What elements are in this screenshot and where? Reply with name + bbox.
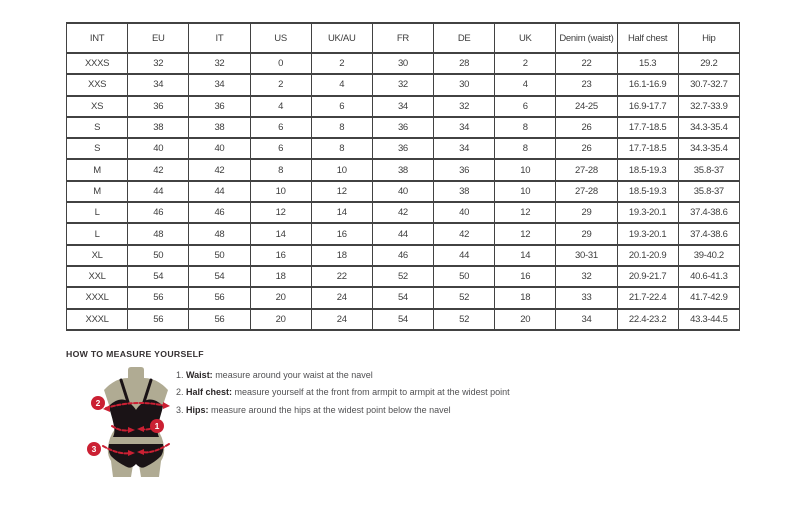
table-cell: 41.7-42.9 [678,287,739,308]
table-cell: 34 [189,74,250,95]
table-cell: XXXL [67,287,128,308]
table-cell: 32.7-33.9 [678,96,739,117]
table-cell: 56 [128,309,189,330]
column-header-half-chest: Half chest [617,23,678,53]
table-cell: 4 [311,74,372,95]
measure-instruction [176,404,510,421]
table-cell: 6 [250,117,311,138]
table-cell: 38 [434,181,495,202]
table-cell: 27-28 [556,159,617,180]
table-cell: 16 [311,223,372,244]
table-cell: 16 [250,245,311,266]
table-cell: 16 [495,266,556,287]
table-cell: 34.3-35.4 [678,117,739,138]
table-cell: L [67,202,128,223]
table-cell: 12 [495,202,556,223]
table-cell: 8 [311,138,372,159]
table-cell: 54 [372,287,433,308]
column-header-fr: FR [372,23,433,53]
table-cell: 48 [189,223,250,244]
table-cell: 23 [556,74,617,95]
table-cell: 18 [250,266,311,287]
table-row [67,266,740,287]
table-cell: 2 [495,53,556,74]
table-cell: 36 [128,96,189,117]
measure-instruction [176,369,510,386]
table-cell: 50 [434,266,495,287]
table-cell: 8 [250,159,311,180]
table-cell: 40 [128,138,189,159]
table-cell: 54 [189,266,250,287]
instruction-label: Half chest: [186,387,233,398]
table-cell: 6 [311,96,372,117]
table-cell: 28 [434,53,495,74]
table-cell: 34.3-35.4 [678,138,739,159]
table-cell: 35.8-37 [678,181,739,202]
table-cell: XL [67,245,128,266]
table-cell: 18 [495,287,556,308]
column-header-uk-au: UK/AU [311,23,372,53]
table-cell: 20.9-21.7 [617,266,678,287]
table-cell: 42 [189,159,250,180]
column-header-de: DE [434,23,495,53]
table-cell: 12 [250,202,311,223]
table-cell: 36 [434,159,495,180]
column-header-denim-waist: Denim (waist) [556,23,617,53]
table-cell: 56 [189,287,250,308]
column-header-it: IT [189,23,250,53]
size-chart-body [67,53,740,330]
table-cell: 10 [250,181,311,202]
table-cell: 20 [250,287,311,308]
table-cell: XXL [67,266,128,287]
table-cell: 34 [556,309,617,330]
table-cell: 38 [128,117,189,138]
table-cell: 6 [250,138,311,159]
table-cell: 18.5-19.3 [617,181,678,202]
measure-instruction [176,386,510,403]
instruction-number: 1. [176,370,187,380]
table-cell: 34 [434,117,495,138]
table-cell: XXS [67,74,128,95]
table-cell: 14 [495,245,556,266]
table-row [67,223,740,244]
instruction-label: Waist: [186,370,213,380]
table-cell: XXXL [67,309,128,330]
measure-section-heading: HOW TO MEASURE YOURSELF [66,349,204,359]
table-cell: L [67,223,128,244]
table-cell: 29 [556,202,617,223]
table-cell: 15.3 [617,53,678,74]
table-cell: 0 [250,53,311,74]
table-row [67,74,740,95]
table-cell: 24 [311,287,372,308]
table-cell: 24 [311,309,372,330]
table-cell: 2 [250,74,311,95]
table-cell: 30.7-32.7 [678,74,739,95]
table-cell: 34 [434,138,495,159]
table-cell: 54 [372,309,433,330]
instruction-number: 3. [176,404,187,415]
table-cell: 37.4-38.6 [678,202,739,223]
table-cell: 12 [495,223,556,244]
table-cell: 32 [434,96,495,117]
table-cell: 56 [189,309,250,330]
table-row [67,202,740,223]
instruction-label: Hips: [186,404,209,415]
table-cell: 20 [250,309,311,330]
table-cell: 27-28 [556,181,617,202]
table-cell: 40.6-41.3 [678,266,739,287]
table-cell: 46 [372,245,433,266]
table-cell: 4 [495,74,556,95]
table-cell: 54 [128,266,189,287]
column-header-us: US [250,23,311,53]
table-cell: 22 [556,53,617,74]
badge-half-chest [91,396,105,410]
table-cell: 44 [189,181,250,202]
instruction-text: measure around the hips at the widest point below the navel [208,404,451,415]
table-row [67,53,740,74]
badge-hips [87,442,101,456]
table-cell: 26 [556,117,617,138]
badge-3-number: 3 [91,444,97,454]
table-cell: XS [67,96,128,117]
table-cell: 44 [372,223,433,244]
table-cell: 10 [495,181,556,202]
table-cell: 39-40.2 [678,245,739,266]
table-cell: 42 [372,202,433,223]
chest-arrow-right [163,402,170,409]
table-cell: 42 [434,223,495,244]
table-cell: 30 [372,53,433,74]
table-row [67,159,740,180]
table-cell: 17.7-18.5 [617,117,678,138]
column-header-int: INT [67,23,128,53]
table-cell: 19.3-20.1 [617,202,678,223]
table-cell: 21.7-22.4 [617,287,678,308]
table-cell: 33 [556,287,617,308]
table-cell: 34 [372,96,433,117]
table-cell: 29 [556,223,617,244]
instruction-number: 2. [176,387,187,398]
table-cell: 40 [434,202,495,223]
badge-2-number: 2 [95,398,101,408]
table-cell: 50 [189,245,250,266]
column-header-uk: UK [495,23,556,53]
table-cell: 32 [556,266,617,287]
table-cell: 44 [128,181,189,202]
table-cell: 26 [556,138,617,159]
table-cell: 36 [189,96,250,117]
table-cell: 2 [311,53,372,74]
table-cell: 50 [128,245,189,266]
table-cell: 14 [250,223,311,244]
table-cell: 32 [189,53,250,74]
table-cell: 52 [372,266,433,287]
table-cell: 52 [434,287,495,308]
table-row [67,309,740,330]
table-cell: 22.4-23.2 [617,309,678,330]
table-cell: 18.5-19.3 [617,159,678,180]
table-cell: 22 [311,266,372,287]
table-cell: 56 [128,287,189,308]
instruction-text: measure around your waist at the navel [212,370,373,380]
table-cell: 14 [311,202,372,223]
table-cell: 32 [372,74,433,95]
table-cell: 29.2 [678,53,739,74]
table-cell: 40 [189,138,250,159]
table-row [67,245,740,266]
table-cell: 44 [434,245,495,266]
table-cell: 30-31 [556,245,617,266]
table-cell: 30 [434,74,495,95]
table-cell: 19.3-20.1 [617,223,678,244]
table-cell: 32 [128,53,189,74]
table-row [67,96,740,117]
size-chart-header [67,23,740,53]
table-cell: 8 [311,117,372,138]
table-cell: 36 [372,138,433,159]
table-cell: 52 [434,309,495,330]
table-row [67,181,740,202]
table-cell: 6 [495,96,556,117]
instruction-text: measure yourself at the front from armpit to armpit at the widest point [232,387,510,398]
table-cell: 35.8-37 [678,159,739,180]
table-cell: 20 [495,309,556,330]
table-cell: 12 [311,181,372,202]
table-cell: 43.3-44.5 [678,309,739,330]
table-cell: 48 [128,223,189,244]
table-row [67,138,740,159]
table-cell: 8 [495,138,556,159]
table-cell: 36 [372,117,433,138]
table-row [67,287,740,308]
table-cell: 46 [189,202,250,223]
table-cell: 40 [372,181,433,202]
table-cell: S [67,138,128,159]
table-cell: M [67,159,128,180]
column-header-hip: Hip [678,23,739,53]
badge-1-number: 1 [154,421,160,431]
table-cell: 10 [495,159,556,180]
table-cell: 46 [128,202,189,223]
table-cell: 10 [311,159,372,180]
table-cell: 20.1-20.9 [617,245,678,266]
table-cell: 16.1-16.9 [617,74,678,95]
table-cell: 24-25 [556,96,617,117]
table-cell: XXXS [67,53,128,74]
size-chart-table [66,22,740,331]
table-cell: S [67,117,128,138]
table-cell: 42 [128,159,189,180]
table-cell: 4 [250,96,311,117]
table-cell: 17.7-18.5 [617,138,678,159]
table-cell: 8 [495,117,556,138]
table-cell: 16.9-17.7 [617,96,678,117]
table-cell: 18 [311,245,372,266]
measure-instructions-list [176,369,510,421]
table-cell: 34 [128,74,189,95]
column-header-eu: EU [128,23,189,53]
table-cell: 38 [372,159,433,180]
table-row [67,117,740,138]
table-cell: M [67,181,128,202]
table-cell: 38 [189,117,250,138]
header-row [67,23,740,53]
table-cell: 37.4-38.6 [678,223,739,244]
badge-waist [150,419,164,433]
